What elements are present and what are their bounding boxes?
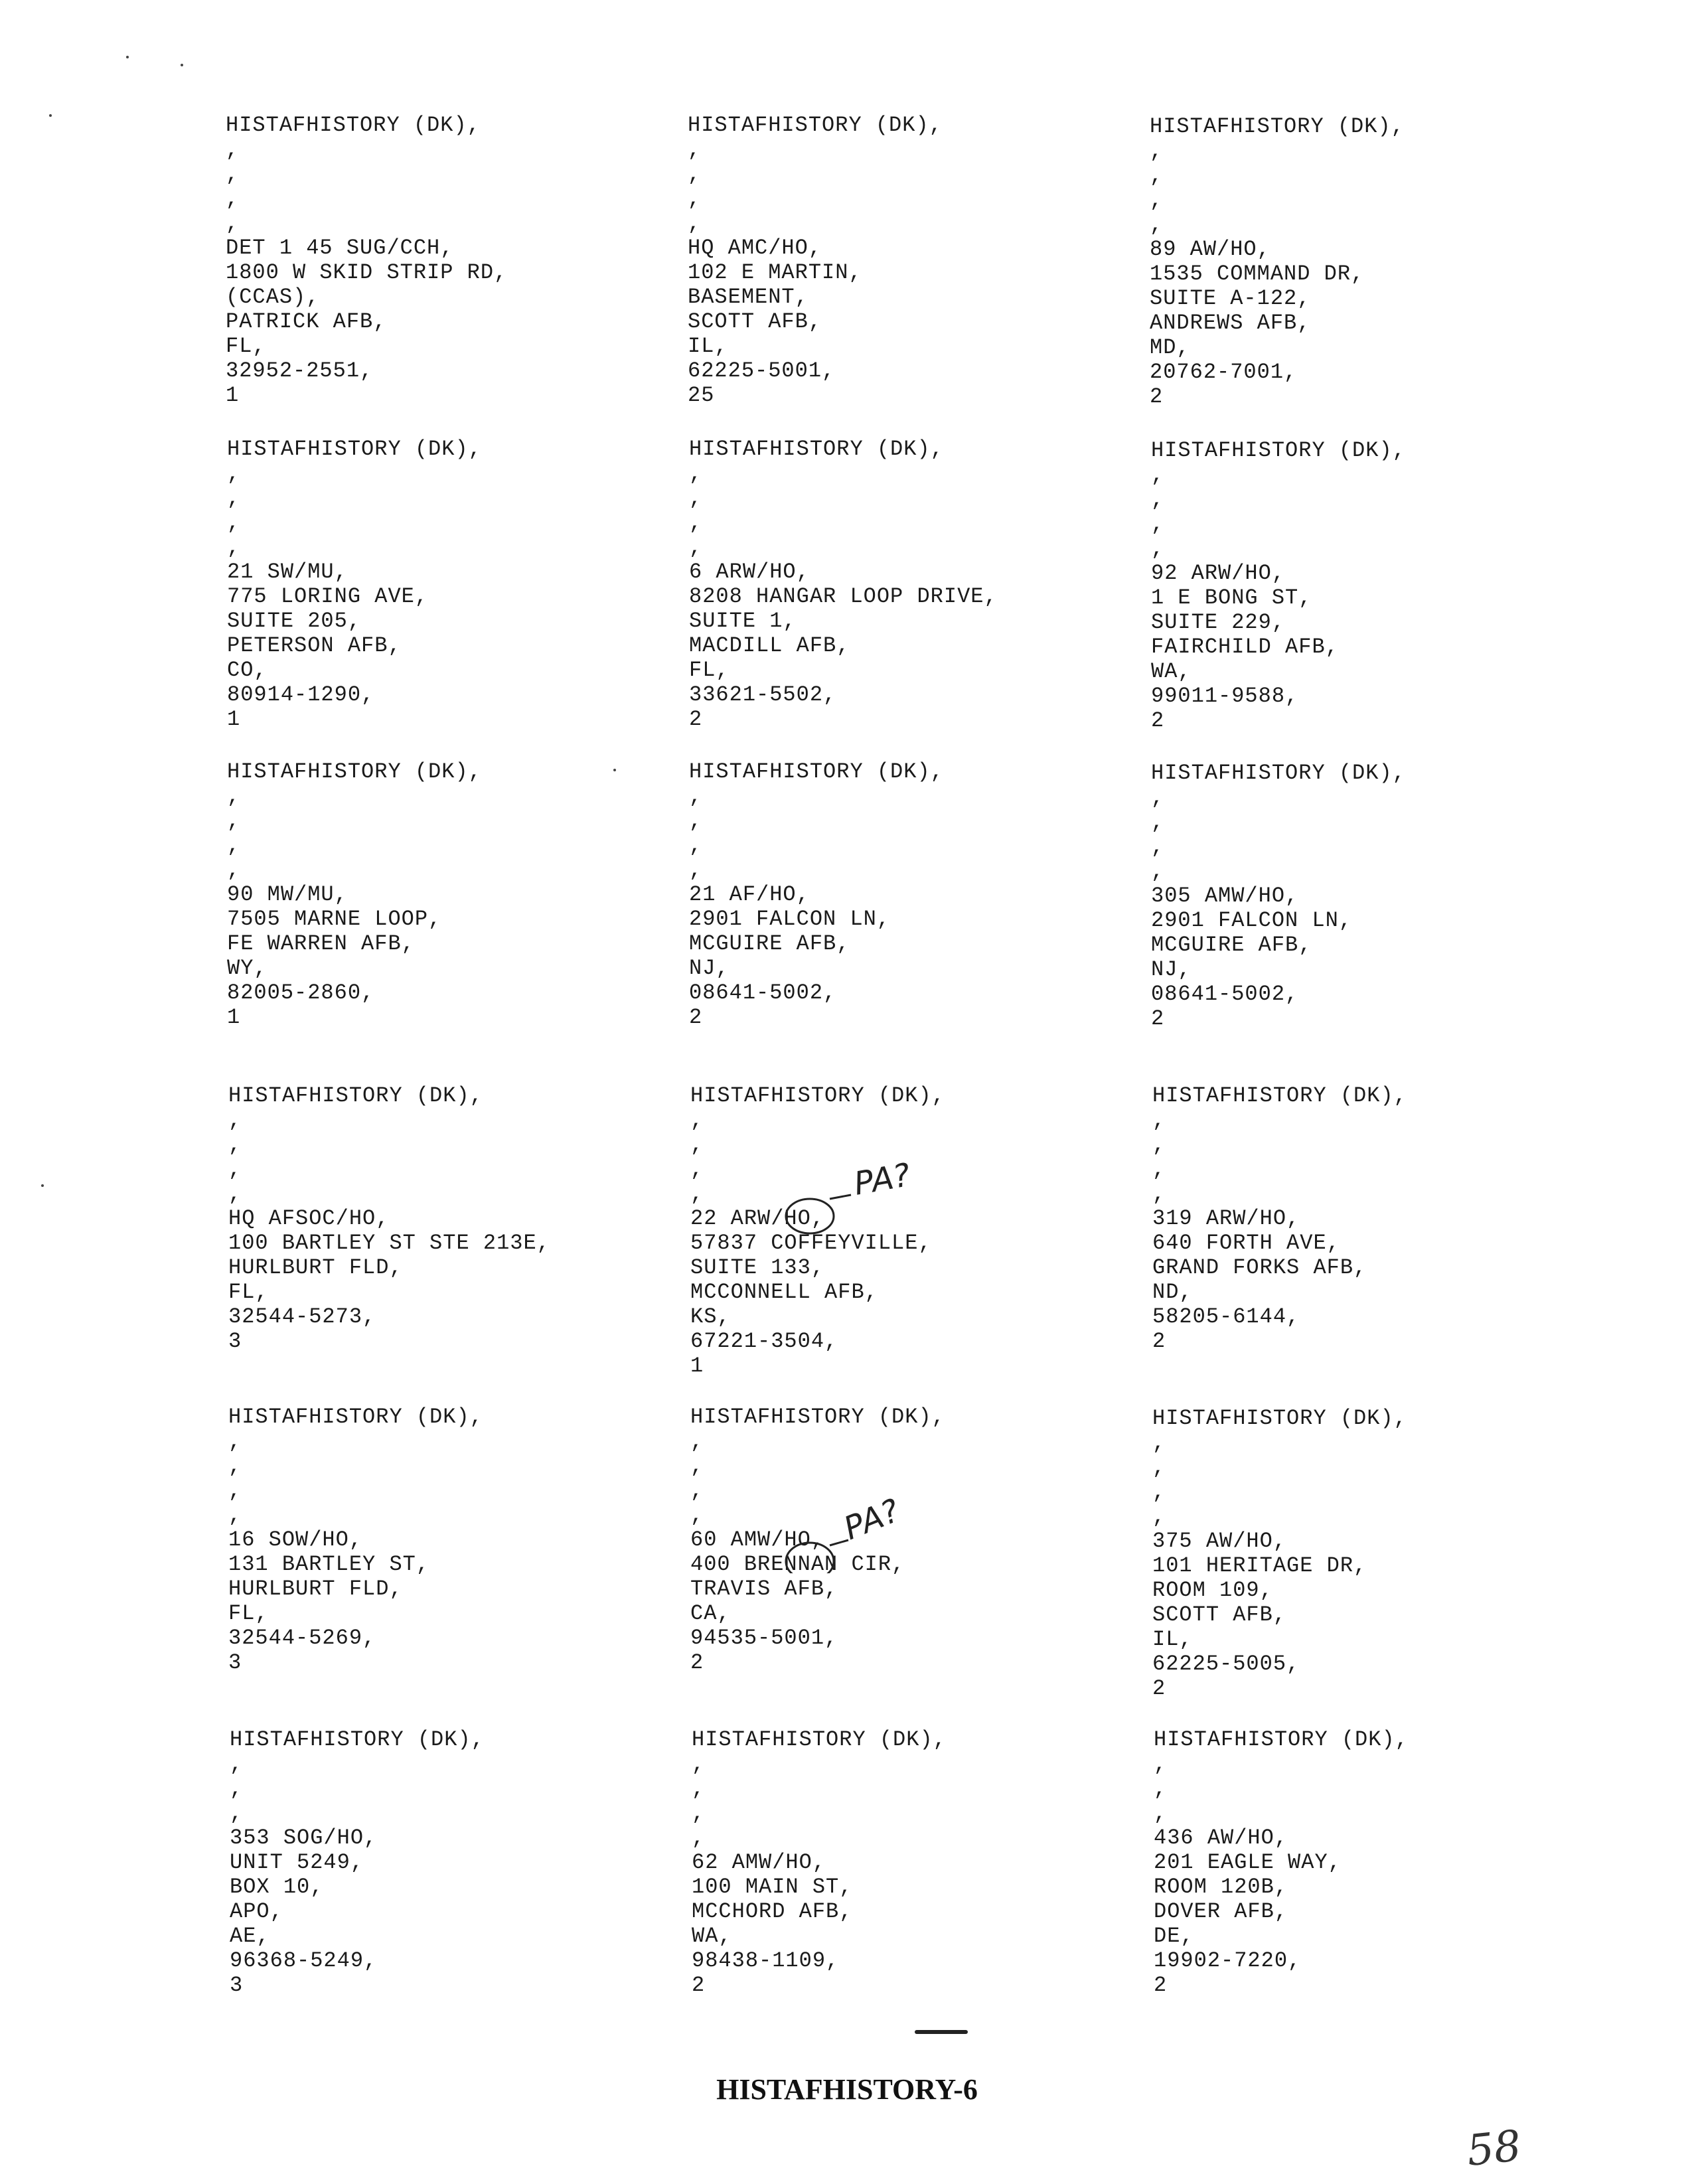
- label-line: HISTAFHISTORY (DK),: [1151, 438, 1406, 463]
- label-line: 2: [1151, 1006, 1165, 1031]
- label-line: ,: [1151, 536, 1165, 561]
- label-line: 2901 FALCON LN,: [1151, 908, 1353, 933]
- label-line: ,: [227, 858, 241, 882]
- label-line: ,: [688, 162, 702, 187]
- label-line: ,: [690, 1108, 704, 1132]
- address-label: [227, 437, 652, 732]
- label-line: 16 SOW/HO,: [228, 1527, 363, 1552]
- label-line: ,: [1152, 1504, 1166, 1529]
- label-line: 99011-9588,: [1151, 684, 1299, 708]
- label-line: HISTAFHISTORY (DK),: [226, 113, 481, 137]
- label-line: 8208 HANGAR LOOP DRIVE,: [689, 584, 998, 609]
- label-line: FL,: [226, 334, 266, 358]
- label-line: ,: [690, 1132, 704, 1157]
- label-line: ,: [689, 461, 703, 486]
- label-line: 08641-5002,: [689, 980, 837, 1005]
- label-line: ROOM 120B,: [1154, 1875, 1288, 1899]
- label-line: MCCHORD AFB,: [692, 1899, 853, 1924]
- label-line: 305 AMW/HO,: [1151, 884, 1299, 908]
- address-label: [226, 113, 651, 408]
- label-line: ,: [690, 1478, 704, 1503]
- label-line: ,: [227, 510, 241, 535]
- label-line: HISTAFHISTORY (DK),: [1150, 114, 1405, 139]
- address-label: [689, 759, 1114, 1030]
- label-line: ,: [1152, 1132, 1166, 1157]
- label-line: ,: [227, 833, 241, 858]
- label-line: WA,: [692, 1924, 732, 1948]
- label-line: WA,: [1151, 659, 1192, 684]
- label-line: SUITE 205,: [227, 609, 362, 633]
- label-line: GRAND FORKS AFB,: [1152, 1255, 1367, 1280]
- label-line: 353 SOG/HO,: [230, 1826, 378, 1850]
- label-line: ,: [1151, 463, 1165, 487]
- handwritten-note: PA?: [838, 1492, 905, 1548]
- label-line: ,: [1151, 834, 1165, 859]
- label-line: 201 EAGLE WAY,: [1154, 1850, 1342, 1875]
- label-line: 400 BRENNAN CIR,: [690, 1552, 905, 1577]
- label-line: FL,: [228, 1280, 269, 1304]
- label-line: ,: [1151, 859, 1165, 884]
- label-line: ,: [227, 809, 241, 833]
- label-line: SUITE 229,: [1151, 610, 1286, 635]
- label-line: SUITE A-122,: [1150, 286, 1311, 311]
- address-label: [227, 759, 652, 1030]
- label-line: 62225-5005,: [1152, 1652, 1300, 1676]
- label-line: HISTAFHISTORY (DK),: [689, 437, 944, 461]
- label-line: ANDREWS AFB,: [1150, 311, 1311, 335]
- label-line: FAIRCHILD AFB,: [1151, 635, 1339, 659]
- label-line: ,: [1150, 188, 1164, 212]
- label-line: ,: [228, 1108, 242, 1132]
- label-line: HISTAFHISTORY (DK),: [227, 759, 482, 784]
- label-line: 98438-1109,: [692, 1948, 840, 1973]
- label-line: 33621-5502,: [689, 682, 837, 707]
- label-line: ,: [230, 1801, 244, 1826]
- label-line: 32952-2551,: [226, 358, 374, 383]
- label-line: 375 AW/HO,: [1152, 1529, 1287, 1553]
- label-line: 2: [1152, 1676, 1166, 1701]
- label-line: ,: [689, 784, 703, 809]
- label-line: PATRICK AFB,: [226, 309, 387, 334]
- label-line: 6 ARW/HO,: [689, 560, 810, 584]
- label-line: 2: [689, 1005, 703, 1030]
- label-line: HISTAFHISTORY (DK),: [692, 1727, 947, 1752]
- address-label: [692, 1727, 1116, 1997]
- address-label: [230, 1727, 654, 1997]
- label-line: ,: [1150, 163, 1164, 188]
- label-line: 57837 COFFEYVILLE,: [690, 1231, 932, 1255]
- label-line: ,: [1152, 1455, 1166, 1480]
- label-line: ,: [689, 486, 703, 510]
- label-line: 1535 COMMAND DR,: [1150, 262, 1365, 286]
- label-line: HISTAFHISTORY (DK),: [230, 1727, 485, 1752]
- label-line: AE,: [230, 1924, 270, 1948]
- label-line: 22 ARW/HO,: [690, 1206, 825, 1231]
- label-line: ,: [689, 510, 703, 535]
- label-line: ,: [228, 1478, 242, 1503]
- label-line: 640 FORTH AVE,: [1152, 1231, 1340, 1255]
- page-footer-title: HISTAFHISTORY-6: [716, 2073, 978, 2106]
- label-line: ,: [1151, 810, 1165, 834]
- label-line: ,: [1154, 1752, 1168, 1776]
- label-line: HISTAFHISTORY (DK),: [1151, 761, 1406, 785]
- label-line: ,: [1154, 1776, 1168, 1801]
- label-line: ,: [690, 1503, 704, 1527]
- label-line: ,: [228, 1503, 242, 1527]
- label-line: UNIT 5249,: [230, 1850, 364, 1875]
- address-label: [1150, 114, 1575, 409]
- label-line: HQ AFSOC/HO,: [228, 1206, 390, 1231]
- label-line: CA,: [690, 1601, 731, 1626]
- label-line: 80914-1290,: [227, 682, 375, 707]
- label-line: ,: [228, 1132, 242, 1157]
- label-line: HISTAFHISTORY (DK),: [1152, 1083, 1407, 1108]
- label-line: 58205-6144,: [1152, 1304, 1300, 1329]
- label-line: ,: [1152, 1480, 1166, 1504]
- label-line: ,: [226, 137, 240, 162]
- label-line: ,: [230, 1752, 244, 1776]
- label-line: APO,: [230, 1899, 283, 1924]
- label-line: ROOM 109,: [1152, 1578, 1273, 1602]
- label-line: 08641-5002,: [1151, 982, 1299, 1006]
- label-line: DE,: [1154, 1924, 1194, 1948]
- label-line: 1: [227, 1005, 241, 1030]
- label-line: ,: [690, 1429, 704, 1454]
- label-line: SUITE 133,: [690, 1255, 825, 1280]
- label-line: MCCONNELL AFB,: [690, 1280, 878, 1304]
- label-line: 92 ARW/HO,: [1151, 561, 1286, 585]
- label-line: ,: [689, 858, 703, 882]
- label-line: ,: [1152, 1157, 1166, 1182]
- label-line: ,: [228, 1454, 242, 1478]
- label-line: PETERSON AFB,: [227, 633, 402, 658]
- handwritten-note: PA?: [851, 1156, 913, 1203]
- address-label: [1151, 438, 1576, 733]
- label-line: HISTAFHISTORY (DK),: [690, 1083, 945, 1108]
- label-line: 60 AMW/HO,: [690, 1527, 825, 1552]
- label-line: ,: [1152, 1182, 1166, 1206]
- label-line: DET 1 45 SUG/CCH,: [226, 236, 454, 260]
- label-line: ,: [688, 187, 702, 211]
- label-line: 89 AW/HO,: [1150, 237, 1270, 262]
- label-line: SUITE 1,: [689, 609, 797, 633]
- handwritten-page-number: 58: [1464, 2121, 1524, 2177]
- address-label: [228, 1083, 653, 1354]
- label-line: HISTAFHISTORY (DK),: [690, 1405, 945, 1429]
- label-line: SCOTT AFB,: [688, 309, 822, 334]
- label-line: ,: [689, 809, 703, 833]
- label-line: HISTAFHISTORY (DK),: [228, 1405, 483, 1429]
- label-line: MD,: [1150, 335, 1190, 360]
- label-line: ,: [690, 1182, 704, 1206]
- label-line: HQ AMC/HO,: [688, 236, 822, 260]
- label-line: 775 LORING AVE,: [227, 584, 429, 609]
- label-line: ,: [690, 1157, 704, 1182]
- address-label: [1152, 1083, 1577, 1354]
- label-line: 21 SW/MU,: [227, 560, 348, 584]
- label-line: 96368-5249,: [230, 1948, 378, 1973]
- label-line: FE WARREN AFB,: [227, 931, 415, 956]
- label-line: DOVER AFB,: [1154, 1899, 1288, 1924]
- label-line: 3: [230, 1973, 244, 1997]
- label-line: HISTAFHISTORY (DK),: [689, 759, 944, 784]
- label-line: ,: [692, 1776, 706, 1801]
- scan-speck: [126, 56, 129, 58]
- label-line: 2: [1154, 1973, 1168, 1997]
- label-line: ,: [690, 1454, 704, 1478]
- label-line: 25: [688, 383, 715, 408]
- label-line: ,: [226, 187, 240, 211]
- label-line: ,: [227, 461, 241, 486]
- address-label: [228, 1405, 653, 1675]
- label-line: ,: [228, 1157, 242, 1182]
- label-line: ,: [230, 1776, 244, 1801]
- label-line: ,: [692, 1752, 706, 1776]
- label-line: TRAVIS AFB,: [690, 1577, 838, 1601]
- label-line: ,: [226, 211, 240, 236]
- label-line: 319 ARW/HO,: [1152, 1206, 1300, 1231]
- label-line: 100 MAIN ST,: [692, 1875, 853, 1899]
- label-line: ,: [1151, 512, 1165, 536]
- label-line: 100 BARTLEY ST STE 213E,: [228, 1231, 550, 1255]
- label-line: 436 AW/HO,: [1154, 1826, 1288, 1850]
- label-line: IL,: [688, 334, 728, 358]
- label-line: SCOTT AFB,: [1152, 1602, 1287, 1627]
- label-line: 2: [692, 1973, 706, 1997]
- label-line: ,: [228, 1182, 242, 1206]
- label-line: 20762-7001,: [1150, 360, 1298, 384]
- label-line: ,: [1154, 1801, 1168, 1826]
- label-line: 7505 MARNE LOOP,: [227, 907, 442, 931]
- scan-speck: [41, 1184, 44, 1187]
- label-line: ,: [227, 486, 241, 510]
- label-line: HURLBURT FLD,: [228, 1255, 403, 1280]
- label-line: HISTAFHISTORY (DK),: [688, 113, 943, 137]
- label-line: 82005-2860,: [227, 980, 375, 1005]
- label-line: ND,: [1152, 1280, 1193, 1304]
- label-line: ,: [1151, 785, 1165, 810]
- label-line: MCGUIRE AFB,: [689, 931, 850, 956]
- label-line: ,: [1151, 487, 1165, 512]
- label-line: 2: [690, 1650, 704, 1675]
- label-line: HURLBURT FLD,: [228, 1577, 403, 1601]
- label-line: 2: [689, 707, 703, 732]
- label-line: KS,: [690, 1304, 731, 1329]
- label-line: ,: [227, 535, 241, 560]
- address-label: [688, 113, 1113, 408]
- label-line: 2901 FALCON LN,: [689, 907, 891, 931]
- label-line: FL,: [689, 658, 730, 682]
- label-line: HISTAFHISTORY (DK),: [1154, 1727, 1409, 1752]
- label-line: ,: [1152, 1431, 1166, 1455]
- label-line: (CCAS),: [226, 285, 320, 309]
- label-line: 32544-5273,: [228, 1304, 376, 1329]
- label-line: NJ,: [689, 956, 730, 980]
- label-line: 1800 W SKID STRIP RD,: [226, 260, 508, 285]
- label-line: 1 E BONG ST,: [1151, 585, 1312, 610]
- label-line: 1: [226, 383, 240, 408]
- label-line: BOX 10,: [230, 1875, 324, 1899]
- label-line: BASEMENT,: [688, 285, 809, 309]
- label-line: HISTAFHISTORY (DK),: [1152, 1406, 1407, 1431]
- label-line: 1: [690, 1354, 704, 1378]
- label-line: FL,: [228, 1601, 269, 1626]
- address-label: [690, 1083, 1115, 1378]
- label-line: 3: [228, 1329, 242, 1354]
- label-line: ,: [1152, 1108, 1166, 1132]
- address-label: [689, 437, 1114, 732]
- label-line: NJ,: [1151, 957, 1192, 982]
- label-line: 102 E MARTIN,: [688, 260, 862, 285]
- label-line: WY,: [227, 956, 268, 980]
- address-label: [1154, 1727, 1579, 1997]
- label-line: ,: [692, 1801, 706, 1826]
- label-line: 67221-3504,: [690, 1329, 838, 1354]
- label-line: 2: [1151, 708, 1165, 733]
- ink-mark: [915, 2030, 968, 2034]
- address-label: [690, 1405, 1115, 1675]
- label-line: MACDILL AFB,: [689, 633, 850, 658]
- label-line: 131 BARTLEY ST,: [228, 1552, 430, 1577]
- scan-speck: [49, 114, 52, 117]
- label-line: 2: [1152, 1329, 1166, 1354]
- label-line: 1: [227, 707, 241, 732]
- scan-speck: [613, 769, 616, 771]
- label-line: IL,: [1152, 1627, 1193, 1652]
- label-line: ,: [689, 833, 703, 858]
- label-line: ,: [228, 1429, 242, 1454]
- address-label: [1152, 1406, 1577, 1701]
- label-line: 2: [1150, 384, 1164, 409]
- label-line: ,: [226, 162, 240, 187]
- label-line: 21 AF/HO,: [689, 882, 810, 907]
- label-line: CO,: [227, 658, 268, 682]
- label-line: ,: [1150, 139, 1164, 163]
- label-line: 62 AMW/HO,: [692, 1850, 826, 1875]
- label-line: 19902-7220,: [1154, 1948, 1302, 1973]
- label-line: MCGUIRE AFB,: [1151, 933, 1312, 957]
- label-line: 62225-5001,: [688, 358, 836, 383]
- label-line: 3: [228, 1650, 242, 1675]
- label-line: ,: [227, 784, 241, 809]
- label-line: HISTAFHISTORY (DK),: [228, 1083, 483, 1108]
- label-line: ,: [1150, 212, 1164, 237]
- address-label: [1151, 761, 1576, 1031]
- scan-speck: [181, 64, 183, 66]
- label-line: 101 HERITAGE DR,: [1152, 1553, 1367, 1578]
- label-line: 90 MW/MU,: [227, 882, 348, 907]
- label-line: ,: [689, 535, 703, 560]
- label-line: 94535-5001,: [690, 1626, 838, 1650]
- label-line: ,: [688, 137, 702, 162]
- label-line: HISTAFHISTORY (DK),: [227, 437, 482, 461]
- label-line: ,: [692, 1826, 706, 1850]
- label-line: 32544-5269,: [228, 1626, 376, 1650]
- label-line: ,: [688, 211, 702, 236]
